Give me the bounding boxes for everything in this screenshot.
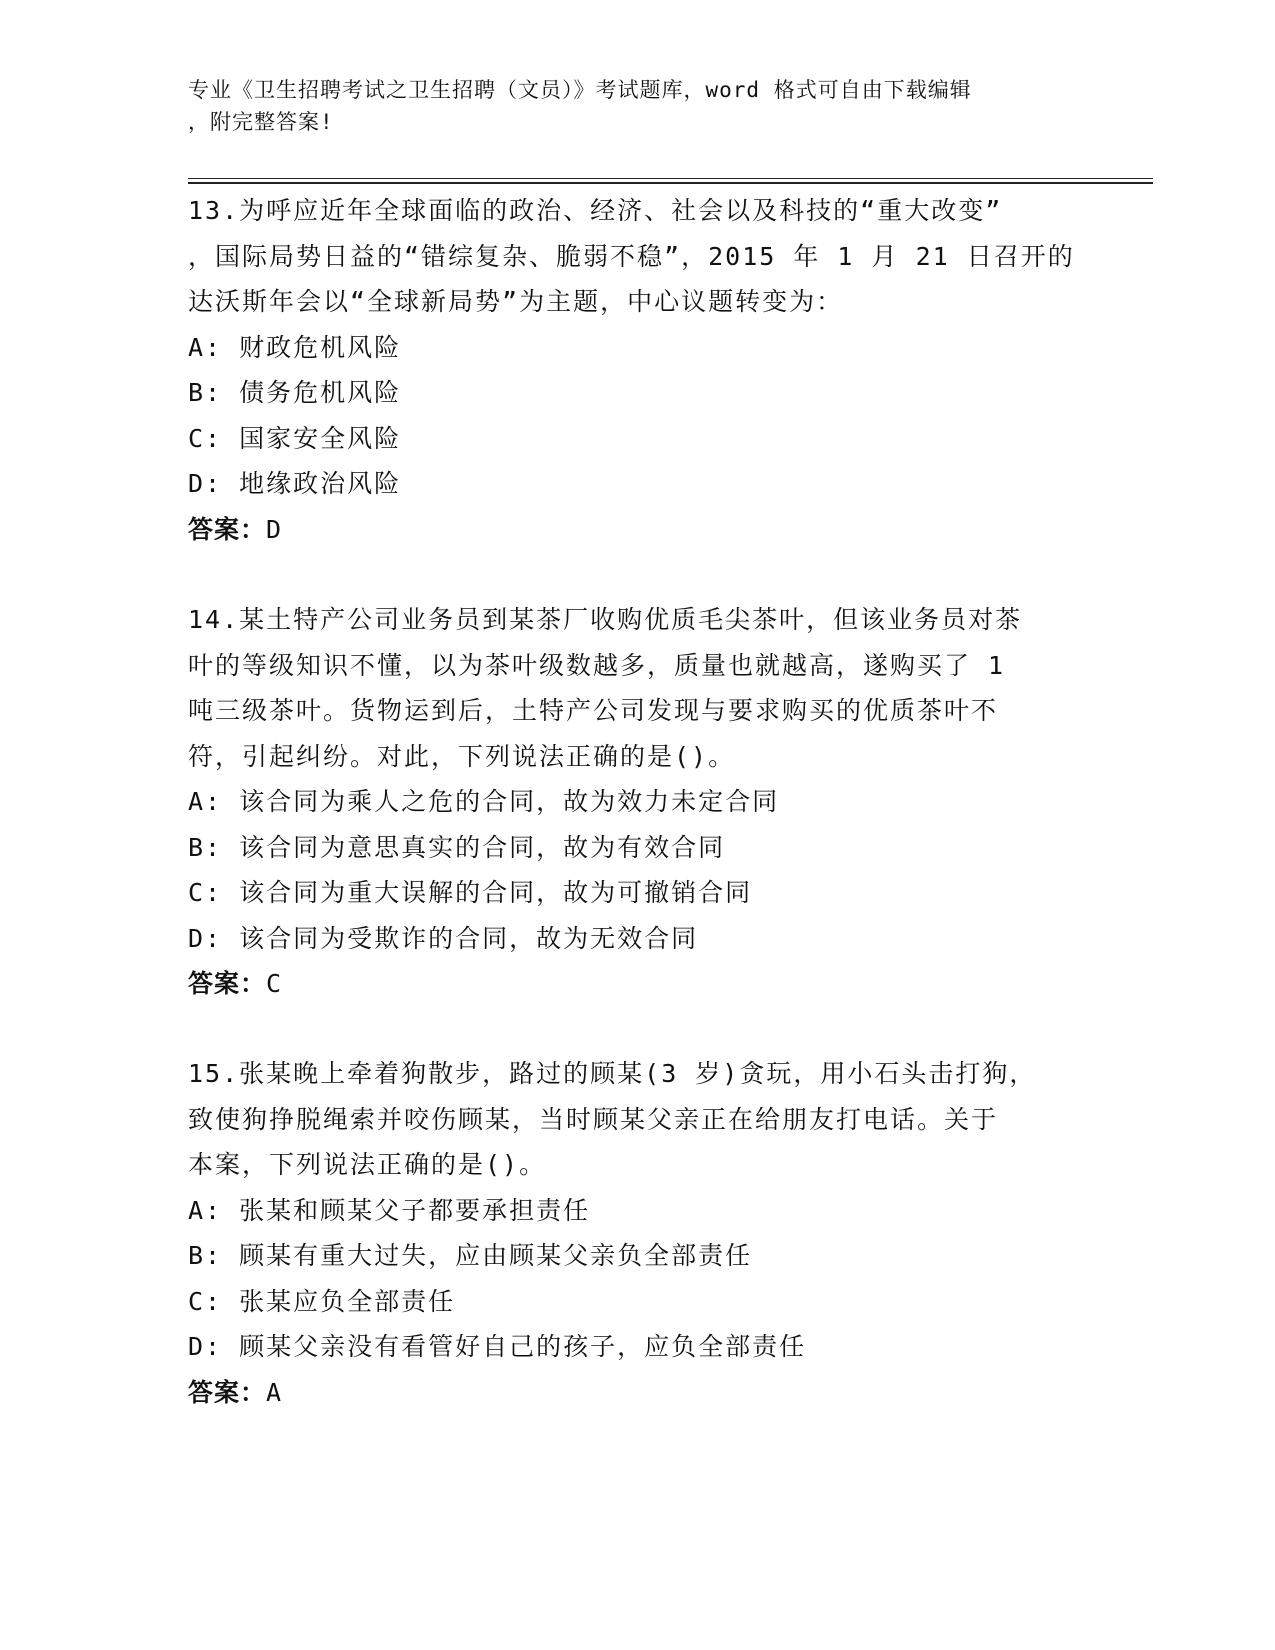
question-stem-line: 符，引起纠纷。对此，下列说法正确的是()。 <box>188 741 736 771</box>
answer-line <box>188 961 1108 1007</box>
answer-label: 答案： <box>188 1377 267 1407</box>
answer-value: D <box>266 514 283 544</box>
option-d: D: 顾某父亲没有看管好自己的孩子，应负全部责任 <box>188 1332 807 1361</box>
option-a: A: 张某和顾某父子都要承担责任 <box>188 1195 591 1225</box>
option-b: B: 顾某有重大过失，应由顾某父亲负全部责任 <box>188 1241 753 1270</box>
option-b: B: 债务危机风险 <box>188 378 402 407</box>
answer-line <box>188 507 1108 553</box>
question-14 <box>188 597 1108 1007</box>
option-a: A: 财政危机风险 <box>188 332 402 362</box>
option-c: C: 张某应负全部责任 <box>188 1286 456 1316</box>
question-15 <box>188 1051 1108 1415</box>
header-divider-thin <box>188 178 1153 179</box>
option-d: D: 地缘政治风险 <box>188 469 402 498</box>
question-stem-line: 15.张某晚上牵着狗散步，路过的顾某(3 岁)贪玩，用小石头击打狗， <box>188 1059 1037 1088</box>
question-stem-line: ，国际局势日益的“错综复杂、脆弱不稳”，2015 年 1 月 21 日召开的 <box>188 241 1075 271</box>
option-c: C: 该合同为重大误解的合同，故为可撤销合同 <box>188 878 753 907</box>
question-stem-line: 叶的等级知识不懂，以为茶叶级数越多，质量也就越高，遂购买了 1 <box>188 650 1006 680</box>
answer-line <box>188 1370 1108 1416</box>
question-stem-line: 致使狗挣脱绳索并咬伤顾某，当时顾某父亲正在给朋友打电话。关于 <box>188 1104 999 1134</box>
question-stem-line: 吨三级茶叶。货物运到后，土特产公司发现与要求购买的优质茶叶不 <box>188 696 999 725</box>
document-header <box>188 74 1088 138</box>
header-divider-thick <box>188 182 1153 184</box>
option-c: C: 国家安全风险 <box>188 423 402 453</box>
answer-value: C <box>266 969 283 998</box>
question-stem-line: 14.某土特产公司业务员到某茶厂收购优质毛尖茶叶，但该业务员对茶 <box>188 605 1023 634</box>
option-d: D: 该合同为受欺诈的合同，故为无效合同 <box>188 923 699 953</box>
option-b: B: 该合同为意思真实的合同，故为有效合同 <box>188 832 726 862</box>
option-a: A: 该合同为乘人之危的合同，故为效力未定合同 <box>188 787 780 816</box>
answer-label: 答案： <box>188 514 267 544</box>
answer-value: A <box>266 1377 283 1407</box>
header-line-2: ，附完整答案! <box>188 110 334 134</box>
question-stem-line: 本案，下列说法正确的是()。 <box>188 1150 547 1179</box>
question-stem-line: 达沃斯年会以“全球新局势”为主题，中心议题转变为： <box>188 287 844 316</box>
header-line-1: 专业《卫生招聘考试之卫生招聘（文员）》考试题库，word 格式可自由下载编辑 <box>188 78 972 102</box>
question-13 <box>188 188 1108 552</box>
answer-label: 答案： <box>188 969 267 998</box>
question-stem-line: 13.为呼应近年全球面临的政治、经济、社会以及科技的“重大改变” <box>188 196 1003 225</box>
